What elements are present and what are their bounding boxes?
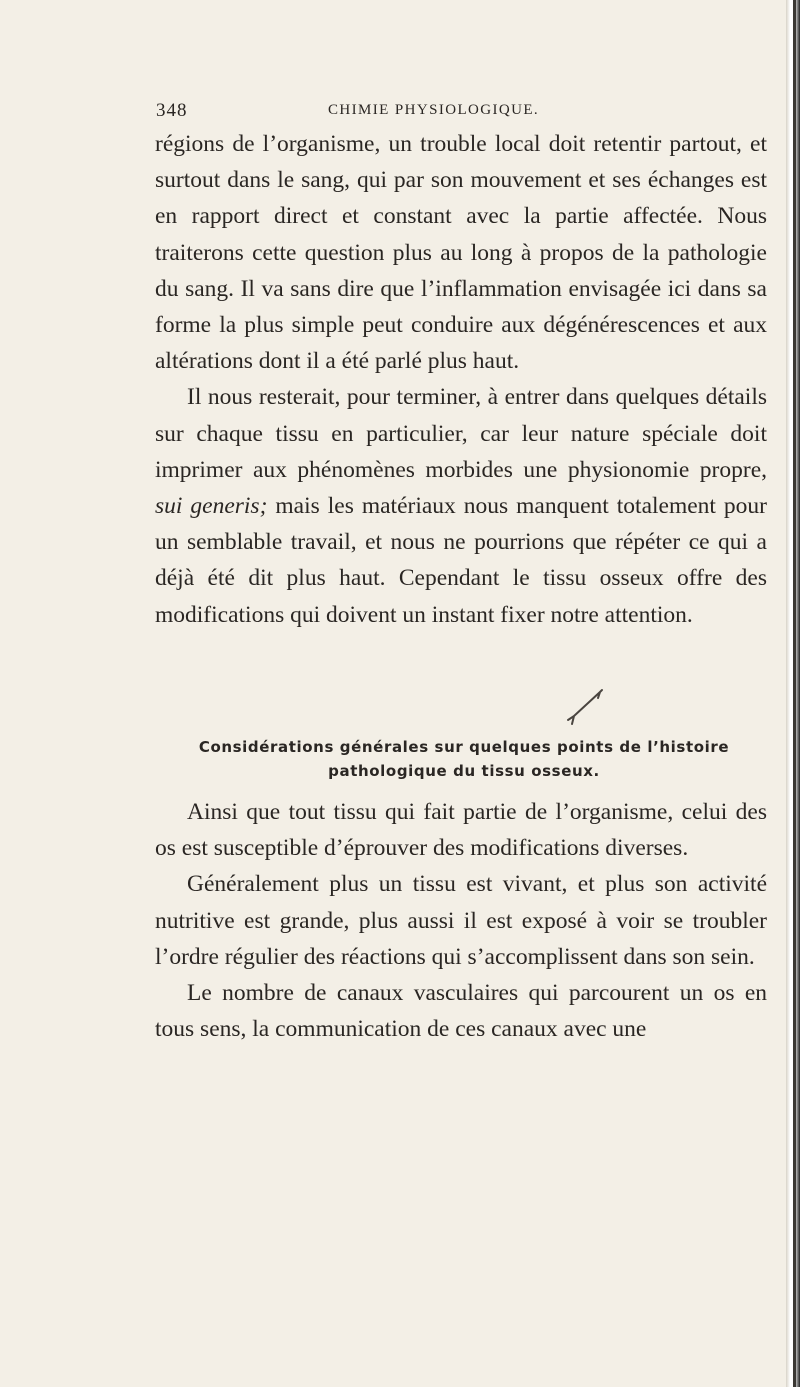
main-text-bottom — [155, 794, 767, 1047]
paragraph-2-part-2: mais les matériaux nous manquent totalement pour un semblable travail, et nous ne pourrions que répéter ce qui a déjà été dit plus haut. Cependant le tissu osseux offre des modifications qui doivent un instant fixer notre attention. — [155, 493, 767, 628]
main-text-top — [155, 126, 767, 633]
paragraph-5: Le nombre de canaux vasculaires qui parcourent un os en tous sens, la communication de ces canaux avec une — [155, 980, 767, 1043]
latin-phrase: sui generis; — [155, 493, 268, 520]
paragraph-1: régions de l’organisme, un trouble local doit retentir partout, et surtout dans le sang, qui par son mouvement et ses échanges est en rapport direct et constant avec la partie affectée. Nous traiterons cette question plus au long à propos de la pathologie du sang. Il va sans dire que l’inflammation envisagée ici dans sa forme la plus simple peut conduire aux dégénérescences et aux altérations dont il a été parlé plus haut. — [155, 131, 767, 375]
paragraph-2-part-1: Il nous resterait, pour terminer, à entrer dans quelques détails sur chaque tissu en particulier, car leur nature spéciale doit imprimer aux phénomènes morbides une physionomie propre, — [155, 384, 767, 483]
running-head: CHIMIE PHYSIOLOGIQUE. — [328, 102, 540, 118]
pencil-mark-icon — [560, 680, 610, 730]
page-header — [156, 100, 766, 128]
paragraph-3: Ainsi que tout tissu qui fait partie de l’organisme, celui des os est susceptible d’éprouver des modifications diverses. — [155, 799, 767, 862]
section-title: Considérations générales sur quelques points de l’histoire pathologique du tissu osseux. — [198, 738, 730, 780]
page-binding-shadow — [793, 0, 796, 1387]
paragraph-2 — [155, 379, 767, 632]
page-number: 348 — [156, 100, 188, 121]
paragraph-4: Généralement plus un tissu est vivant, et plus son activité nutritive est grande, plus aussi il est exposé à voir se troubler l’ordre régulier des réactions qui s’accomplissent dans son sein. — [155, 871, 767, 970]
